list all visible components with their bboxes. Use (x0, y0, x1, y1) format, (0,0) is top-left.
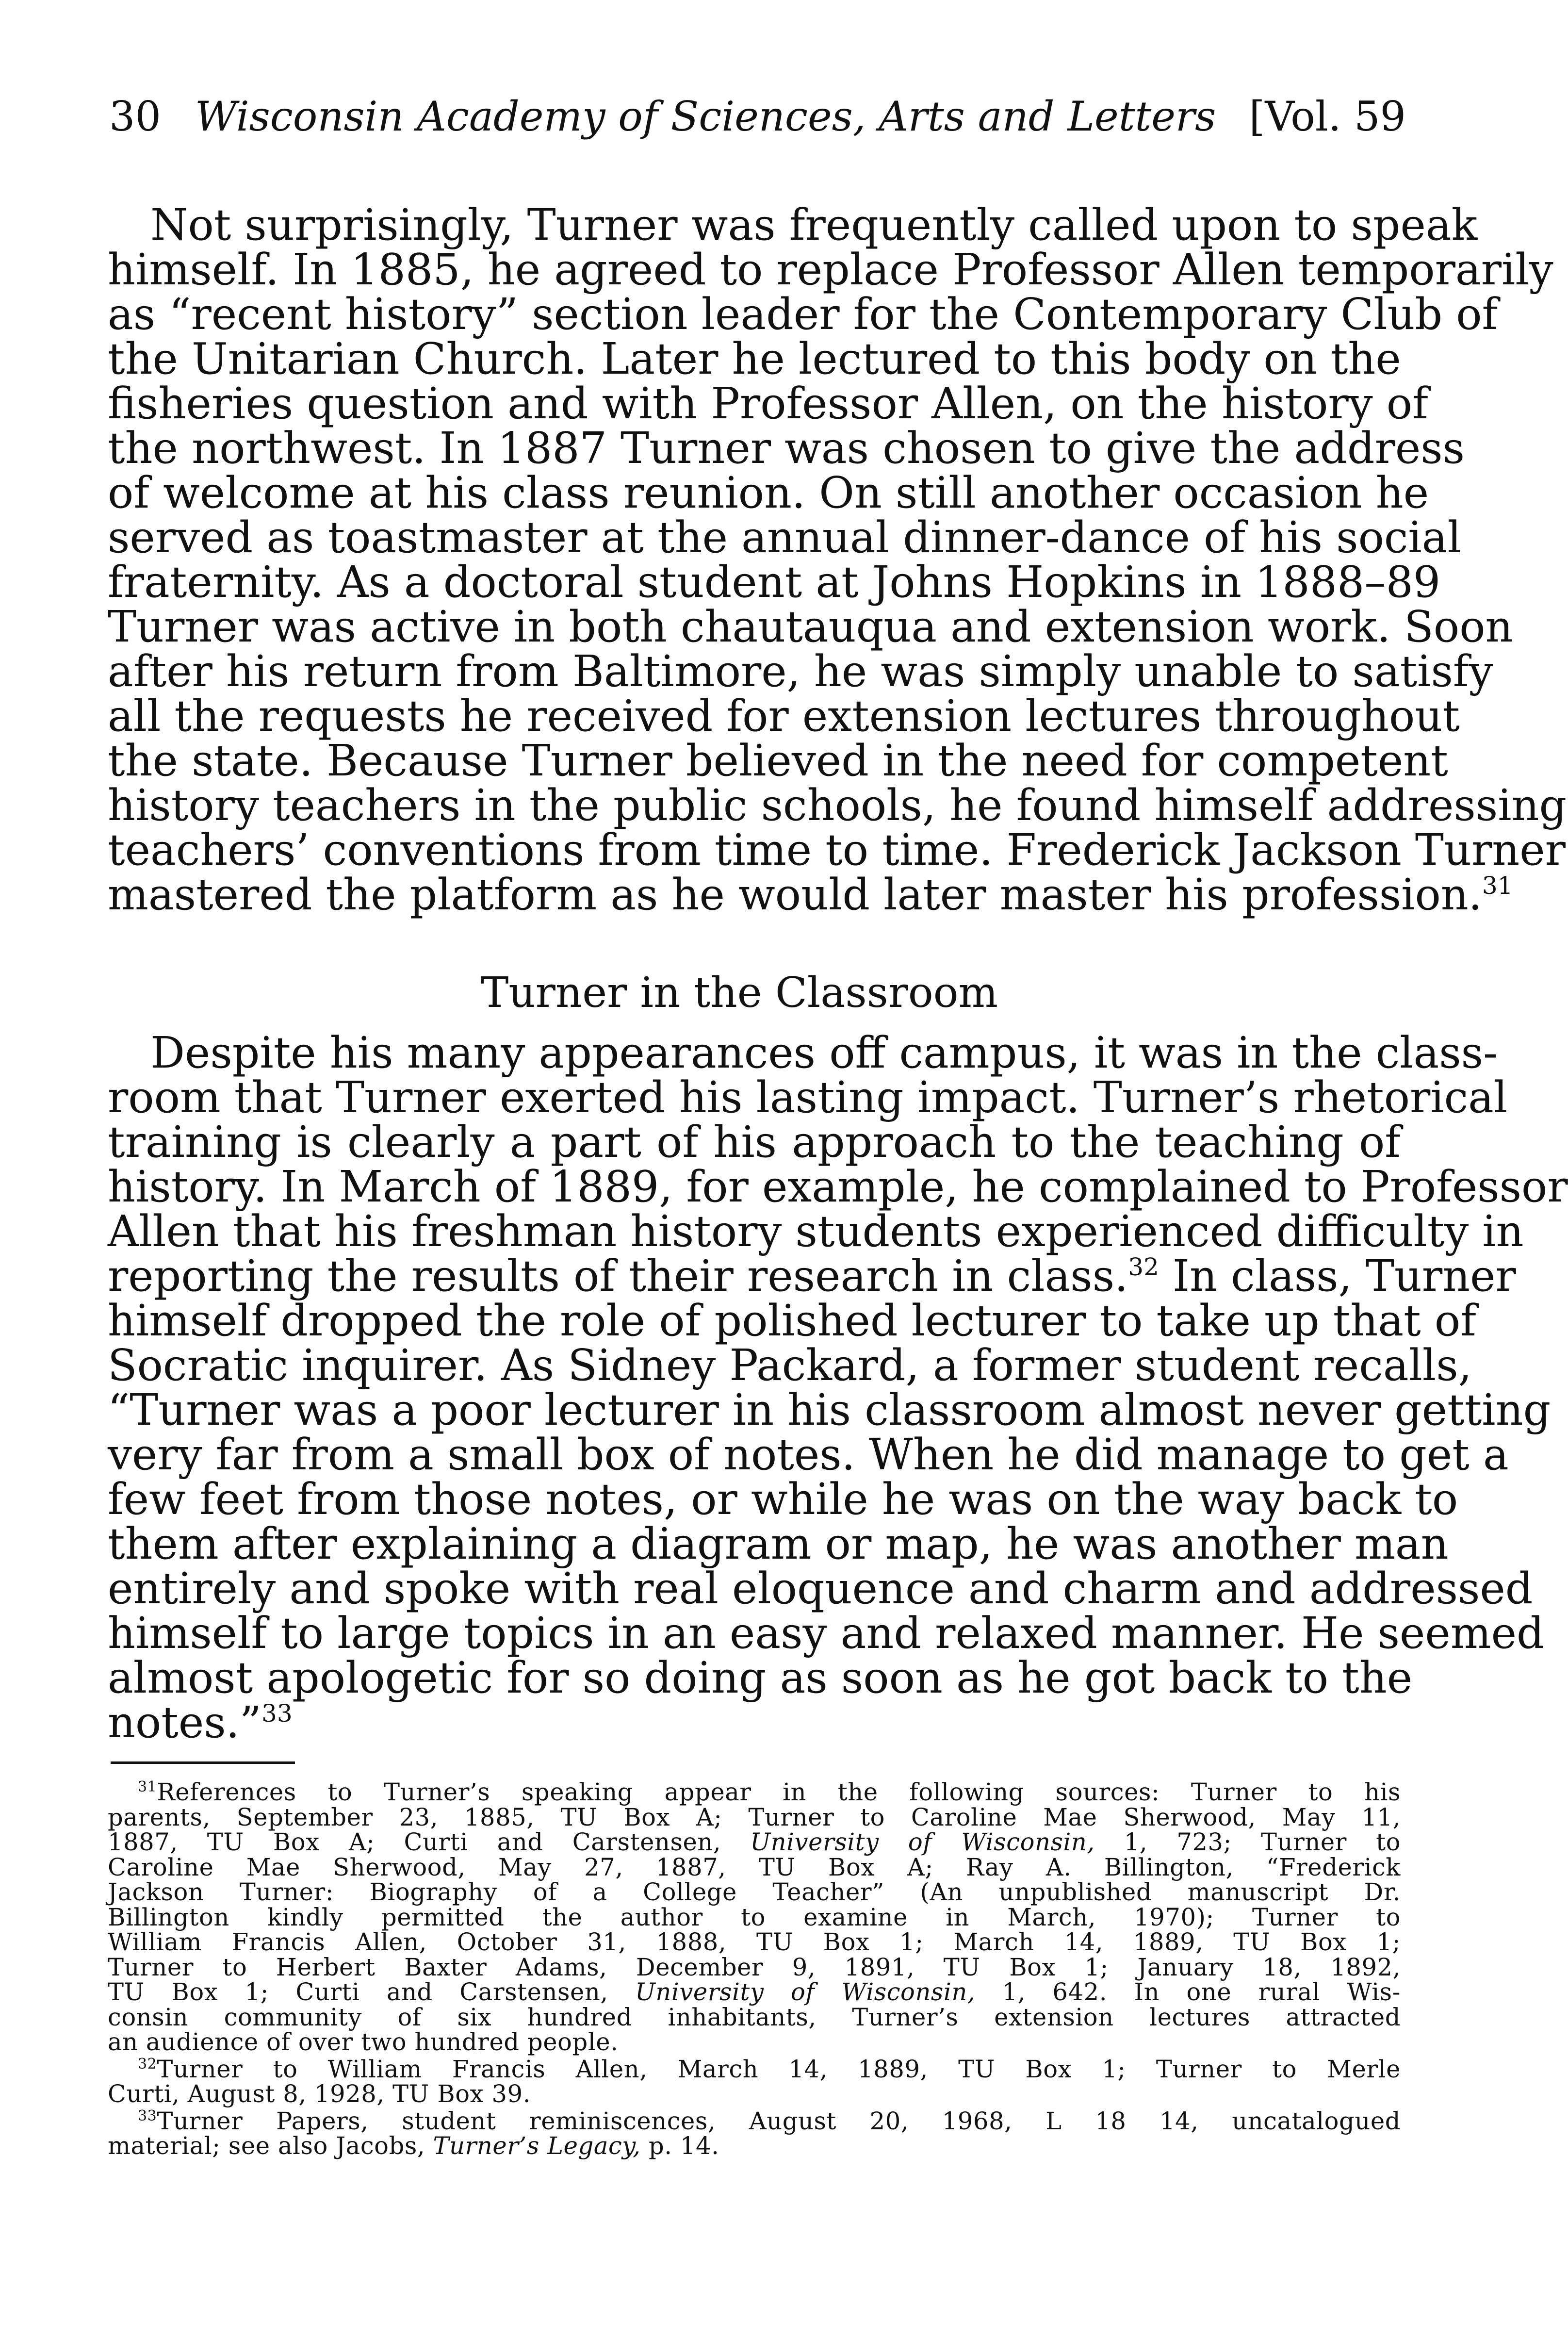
text-line (108, 870, 1513, 920)
text-line: the state. Because Turner believed in the need for competent (108, 736, 1448, 786)
footnotes (108, 1780, 1401, 2161)
text-line: as “recent history” section leader for the Contemporary Club of (108, 289, 1498, 339)
footnote-line (108, 1780, 1401, 1805)
footnote-mark-32: 32 (1128, 1253, 1159, 1281)
footnote-line-text: References to Turner’s speaking appear in the following sources: Turner to his (157, 1778, 1401, 1806)
text-line (108, 1697, 1401, 1747)
text-line: Not surprisingly, Turner was frequently called upon to speak (150, 200, 1478, 250)
section-heading: Turner in the Classroom (480, 969, 998, 1017)
text-line: himself dropped the role of polished lecturer to take up that of (108, 1296, 1476, 1346)
text-line: himself. In 1885, he agreed to replace Professor Allen temporarily (108, 245, 1553, 295)
footnote-line (108, 1830, 1401, 1855)
text-line: them after explaining a diagram or map, he was another man (108, 1519, 1449, 1569)
text-line: “Turner was a poor lecturer in his classroom almost never getting (108, 1385, 1551, 1435)
footnote-mark-31: 31 (1482, 872, 1513, 900)
footnote-divider (111, 1761, 295, 1764)
footnote-line: parents, September 23, 1885, TU Box A; Turner to Caroline Mae Sherwood, May 11, (108, 1803, 1401, 1831)
text-line-body: mastered the platform as he would later master his profession. (108, 870, 1482, 920)
footnote-line: William Francis Allen, October 31, 1888, TU Box 1; March 14, 1889, TU Box 1; (108, 1928, 1401, 1956)
footnote-line: Billington kindly permitted the author to examine in March, 1970); Turner to (108, 1903, 1401, 1931)
footnote-number: 33 (138, 2107, 157, 2124)
paragraph-classroom (108, 1028, 1568, 1747)
footnote-line-tail: 1, 642. In one rural Wis- (975, 1978, 1401, 2006)
footnote-mark-33: 33 (261, 1699, 293, 1728)
text-line: training is clearly a part of his approach to the teaching of (108, 1117, 1401, 1167)
page-number: 30 (109, 93, 161, 140)
text-line: entirely and spoke with real eloquence and charm and addressed (108, 1563, 1533, 1613)
footnote-32 (108, 2057, 1401, 2107)
text-line: history. In March of 1889, for example, he complained to Professor (108, 1162, 1568, 1212)
footnote-line: Jackson Turner: Biography of a College Teacher” (An unpublished manuscript Dr. (108, 1878, 1401, 1906)
running-header (109, 93, 1406, 140)
footnote-italic-title: University of Wisconsin, (750, 1828, 1095, 1856)
footnote-line: an audience of over two hundred people. (108, 2028, 619, 2056)
text-line: after his return from Baltimore, he was simply unable to satisfy (108, 646, 1493, 696)
footnote-line: consin community of six hundred inhabitants, Turner’s extension lectures attracted (108, 2003, 1401, 2031)
text-line: fisheries question and with Professor Allen, on the history of (108, 379, 1428, 428)
footnote-line-text: Turner to William Francis Allen, March 14, 1889, TU Box 1; Turner to Merle (157, 2055, 1401, 2083)
footnote-line (108, 1980, 1401, 2005)
volume-label: [Vol. 59 (1249, 93, 1406, 140)
text-line: himself to large topics in an easy and relaxed manner. He seemed (108, 1608, 1544, 1658)
text-line: Turner was active in both chautauqua and extension work. Soon (108, 602, 1513, 652)
text-line: the Unitarian Church. Later he lectured to this body on the (108, 334, 1401, 384)
text-line: room that Turner exerted his lasting impact. Turner’s rhetorical (108, 1072, 1508, 1122)
text-line: Allen that his freshman history students experienced difficulty in (108, 1206, 1524, 1256)
text-line: teachers’ conventions from time to time. Frederick Jackson Turner (108, 825, 1566, 875)
text-line: all the requests he received for extension lectures throughout (108, 691, 1460, 741)
footnote-33 (108, 2109, 1401, 2159)
paragraph-speaking (108, 200, 1567, 920)
footnote-line-text: Turner Papers, student reminiscences, August 20, 1968, L 18 14, uncatalogued (157, 2107, 1401, 2135)
text-line (108, 1251, 1516, 1301)
journal-title: Wisconsin Academy of Sciences, Arts and Letters (195, 93, 1216, 140)
footnote-number: 32 (138, 2055, 157, 2073)
text-line: history teachers in the public schools, he found himself addressing (108, 780, 1567, 830)
text-line: very far from a small box of notes. When he did manage to get a (108, 1430, 1509, 1480)
footnote-line: Caroline Mae Sherwood, May 27, 1887, TU Box A; Ray A. Billington, “Frederick (108, 1853, 1401, 1881)
text-line: almost apologetic for so doing as soon as he got back to the (108, 1653, 1413, 1703)
text-line: Despite his many appearances off campus, it was in the class- (150, 1028, 1498, 1078)
footnote-line-text: material; see also Jacobs, (108, 2132, 433, 2160)
footnote-line: Turner to Herbert Baxter Adams, December 9, 1891, TU Box 1; January 18, 1892, (108, 1953, 1401, 1981)
text-line: the northwest. In 1887 Turner was chosen to give the address (108, 423, 1465, 473)
text-line: few feet from those notes, or while he was on the way back to (108, 1474, 1458, 1524)
text-line: fraternity. As a doctoral student at Johns Hopkins in 1888–89 (108, 557, 1441, 607)
footnote-31 (108, 1780, 1401, 2055)
footnote-line (108, 2134, 1401, 2159)
footnote-line: Curti, August 8, 1928, TU Box 39. (108, 2080, 531, 2108)
text-line-body: notes.” (108, 1697, 262, 1747)
footnote-line-tail: p. 14. (640, 2132, 719, 2160)
footnote-line-tail: 1, 723; Turner to (1094, 1828, 1401, 1856)
text-line-body: reporting the results of their research in class. (108, 1251, 1128, 1301)
text-line-tail: In class, Turner (1159, 1251, 1516, 1301)
footnote-line-text: TU Box 1; Curti and Carstensen, (108, 1978, 636, 2006)
footnote-line-text: 1887, TU Box A; Curti and Carstensen, (108, 1828, 751, 1856)
footnote-italic-title: University of Wisconsin, (635, 1978, 976, 2006)
footnote-line (108, 2057, 1401, 2082)
footnote-number: 31 (138, 1778, 157, 1795)
text-line: served as toastmaster at the annual dinner-dance of his social (108, 512, 1461, 562)
text-line: Socratic inquirer. As Sidney Packard, a former student recalls, (108, 1340, 1472, 1390)
footnote-italic-title: Turner’s Legacy, (433, 2132, 641, 2160)
text-line: of welcome at his class reunion. On still another occasion he (108, 468, 1429, 518)
footnote-line (108, 2109, 1401, 2134)
